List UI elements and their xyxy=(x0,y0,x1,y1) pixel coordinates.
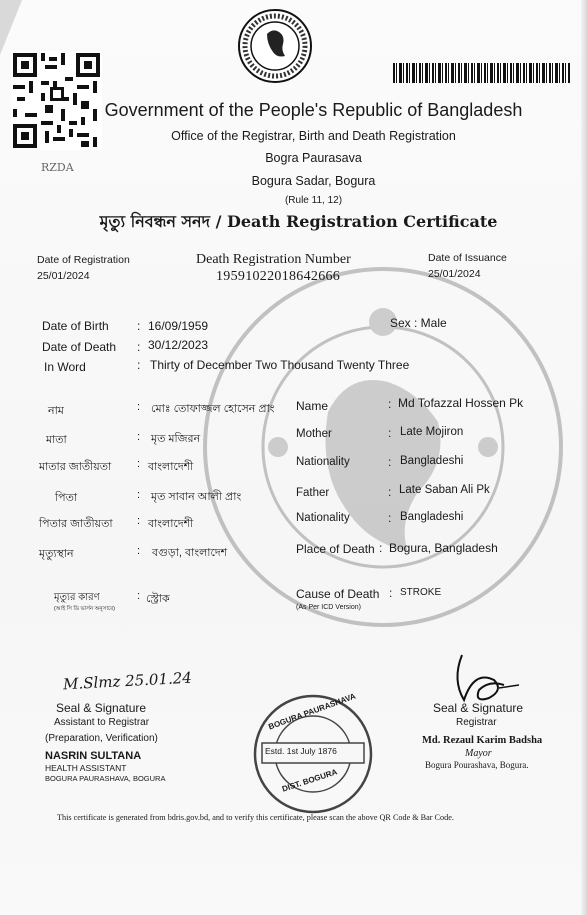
issuance-date: 25/01/2024 xyxy=(428,268,481,280)
assistant-office: BOGURA PAURASHAVA, BOGURA xyxy=(45,774,166,783)
bn-mother-nationality-label: মাতার জাতীয়তা xyxy=(39,461,112,473)
en-father-nationality-label: Nationality xyxy=(296,512,350,524)
seal-mid-text: Estd. 1st July 1876 xyxy=(265,746,337,756)
paper-fold xyxy=(0,0,22,55)
colon: : xyxy=(137,358,141,372)
issuance-date-label: Date of Issuance xyxy=(428,252,507,264)
bn-cause-value: স্ট্রোক xyxy=(146,593,170,605)
registration-number: 19591022018642666 xyxy=(216,269,341,284)
en-name-value: Md Tofazzal Hossen Pk xyxy=(398,396,524,410)
left-role: Assistant to Registrar xyxy=(54,717,150,728)
colon: : xyxy=(388,485,392,499)
dod-label: Date of Death xyxy=(42,340,117,354)
bn-father-nationality-value: বাংলাদেশী xyxy=(148,518,194,530)
registrar-name: Md. Rezaul Karim Badsha xyxy=(422,735,543,746)
left-seal-title: Seal & Signature xyxy=(56,701,147,715)
registrar-post: Mayor xyxy=(465,748,492,759)
colon: : xyxy=(388,455,392,469)
dod-value: 30/12/2023 xyxy=(148,338,209,352)
seal-bottom-text: DIST. BOGURA xyxy=(281,767,339,794)
bn-mother-label: মাতা xyxy=(46,434,67,446)
municipality: Bogra Paurasava xyxy=(265,151,362,165)
bn-name-label: নাম xyxy=(48,405,64,417)
district: Bogura Sadar, Bogura xyxy=(251,174,376,188)
registration-date-label: Date of Registration xyxy=(37,254,130,266)
en-place-label: Place of Death xyxy=(296,542,375,556)
en-mother-value: Late Mojiron xyxy=(400,426,464,438)
en-cause-label: Cause of Death xyxy=(296,587,380,601)
colon: : xyxy=(137,545,141,557)
colon: : xyxy=(388,397,392,411)
colon: : xyxy=(137,458,141,470)
bn-father-label: পিতা xyxy=(55,492,78,504)
sex-value: Sex : Male xyxy=(390,316,447,330)
barcode-icon[interactable] xyxy=(393,63,570,83)
en-name-label: Name xyxy=(296,399,329,413)
bn-mother-nationality-value: বাংলাদেশী xyxy=(148,461,194,473)
seal-top-text: BOGURA PAURASHAVA xyxy=(267,691,357,732)
en-father-value: Late Saban Ali Pk xyxy=(399,484,490,496)
assistant-handwritten-signature: M.Slmz 25.01.24 xyxy=(62,668,193,694)
right-seal-title: Seal & Signature xyxy=(433,701,524,715)
bn-father-value: মৃত সাবান আলী প্রাং xyxy=(151,491,242,503)
inword-value: Thirty of December Two Thousand Twenty Three xyxy=(150,358,410,372)
en-father-label: Father xyxy=(296,487,330,499)
registration-number-label: Death Registration Number xyxy=(196,252,351,267)
colon: : xyxy=(137,431,141,443)
colon: : xyxy=(388,511,392,525)
colon: : xyxy=(389,586,393,600)
bn-father-nationality-label: পিতার জাতীয়তা xyxy=(39,518,113,530)
en-cause-note: (As Per ICD Version) xyxy=(296,604,361,611)
watermark-seal-icon xyxy=(198,262,568,632)
government-title: Government of the People's Republic of Bangladesh xyxy=(104,100,523,120)
registrar-office: Bogura Pourashava, Bogura. xyxy=(425,760,529,770)
en-mother-nationality-label: Nationality xyxy=(296,456,350,468)
bn-mother-value: মৃত মজিরন xyxy=(151,433,201,445)
right-role: Registrar xyxy=(456,717,497,728)
colon: : xyxy=(137,401,141,413)
en-mother-label: Mother xyxy=(296,428,332,440)
assistant-post: HEALTH ASSISTANT xyxy=(45,763,127,773)
inword-label: In Word xyxy=(44,360,86,374)
colon: : xyxy=(137,489,141,501)
colon: : xyxy=(137,319,141,333)
en-cause-value: STROKE xyxy=(400,587,442,598)
colon: : xyxy=(137,590,141,602)
bn-cause-label: মৃত্যুর কারণ xyxy=(54,592,100,603)
office-title: Office of the Registrar, Birth and Death Registration xyxy=(171,129,456,143)
colon: : xyxy=(137,515,141,527)
certificate-title: মৃত্যু নিবন্ধন সনদ / Death Registration Certificate xyxy=(99,212,498,231)
verification-note: This certificate is generated from bdris.gov.bd, and to verify this certificate, please scan the above QR Code & Bar Code. xyxy=(57,813,454,822)
en-place-value: Bogura, Bangladesh xyxy=(389,541,498,555)
en-mother-nationality-value: Bangladeshi xyxy=(400,455,464,467)
bn-place-value: বগুড়া, বাংলাদেশ xyxy=(152,547,228,559)
bn-place-label: মৃত্যুস্থান xyxy=(39,548,74,560)
bn-name-value: মোঃ তোফাজ্জল হোসেন প্রাং xyxy=(151,403,275,415)
qr-caption: RZDA xyxy=(41,161,74,174)
colon: : xyxy=(137,340,141,354)
en-father-nationality-value: Bangladeshi xyxy=(400,511,464,523)
government-emblem-icon xyxy=(237,8,313,84)
registration-date: 25/01/2024 xyxy=(37,270,90,282)
bn-cause-note: (আই সি ডি ভার্সন অনুসারে) xyxy=(54,606,115,612)
dob-label: Date of Birth xyxy=(42,319,109,333)
colon: : xyxy=(388,426,392,440)
assistant-name: NASRIN SULTANA xyxy=(45,750,142,762)
left-role-detail: (Preparation, Verification) xyxy=(45,733,158,744)
colon: : xyxy=(379,541,383,555)
dob-value: 16/09/1959 xyxy=(148,319,209,333)
rule-reference: (Rule 11, 12) xyxy=(284,195,343,206)
